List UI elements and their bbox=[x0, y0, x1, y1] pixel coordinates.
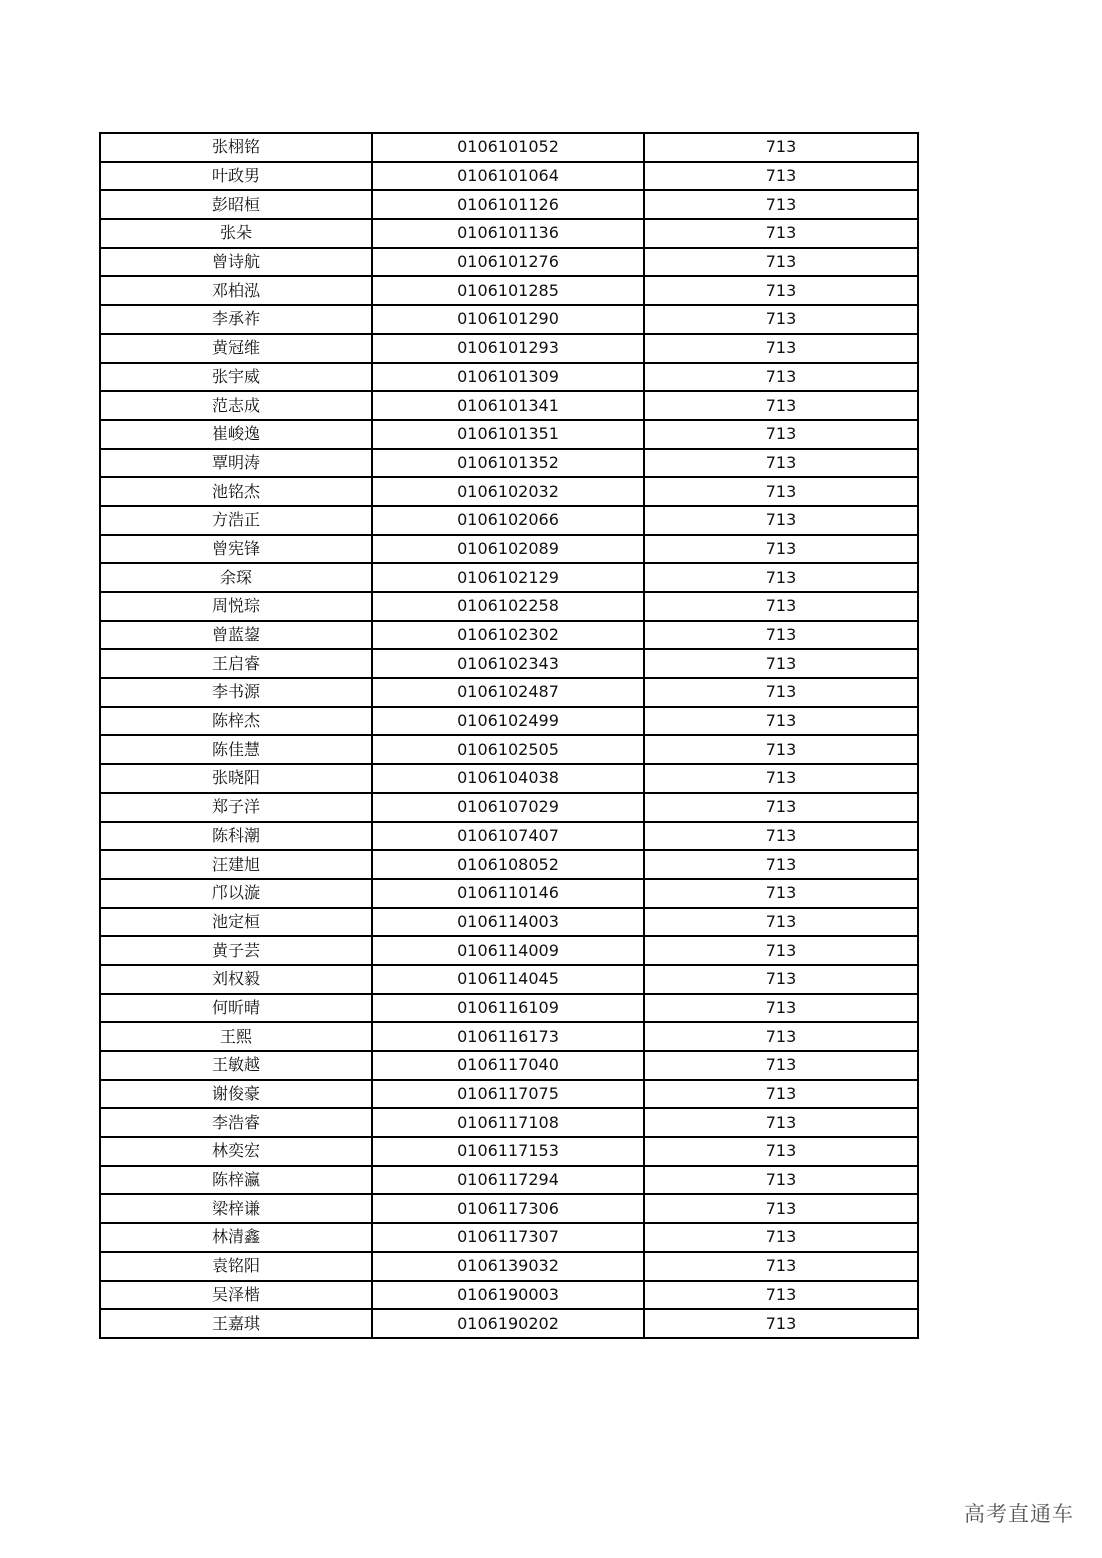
student-name-cell: 彭昭桓 bbox=[100, 190, 372, 219]
score-cell: 713 bbox=[644, 1108, 918, 1137]
score-cell: 713 bbox=[644, 1022, 918, 1051]
table-row bbox=[100, 276, 918, 305]
table-row bbox=[100, 850, 918, 879]
table-row bbox=[100, 621, 918, 650]
score-cell: 713 bbox=[644, 994, 918, 1023]
table-row bbox=[100, 391, 918, 420]
student-name-cell: 李书源 bbox=[100, 678, 372, 707]
score-cell: 713 bbox=[644, 1137, 918, 1166]
student-name-cell: 陈梓瀛 bbox=[100, 1166, 372, 1195]
table-body bbox=[100, 133, 918, 1338]
student-name-cell: 郑子洋 bbox=[100, 793, 372, 822]
exam-number-cell: 0106108052 bbox=[372, 850, 644, 879]
student-name-cell: 崔峻逸 bbox=[100, 420, 372, 449]
score-cell: 713 bbox=[644, 621, 918, 650]
exam-number-cell: 0106190003 bbox=[372, 1281, 644, 1310]
exam-number-cell: 0106114045 bbox=[372, 965, 644, 994]
student-name-cell: 谢俊豪 bbox=[100, 1080, 372, 1109]
table-row bbox=[100, 363, 918, 392]
exam-number-cell: 0106190202 bbox=[372, 1309, 644, 1338]
score-cell: 713 bbox=[644, 363, 918, 392]
student-name-cell: 邝以漩 bbox=[100, 879, 372, 908]
table-row bbox=[100, 162, 918, 191]
score-cell: 713 bbox=[644, 219, 918, 248]
table-row bbox=[100, 649, 918, 678]
table-row bbox=[100, 707, 918, 736]
exam-number-cell: 0106117307 bbox=[372, 1223, 644, 1252]
student-name-cell: 汪建旭 bbox=[100, 850, 372, 879]
student-name-cell: 黄冠维 bbox=[100, 334, 372, 363]
table-row bbox=[100, 678, 918, 707]
exam-number-cell: 0106117040 bbox=[372, 1051, 644, 1080]
student-name-cell: 周悦琮 bbox=[100, 592, 372, 621]
exam-number-cell: 0106101290 bbox=[372, 305, 644, 334]
table-row bbox=[100, 1166, 918, 1195]
exam-number-cell: 0106101136 bbox=[372, 219, 644, 248]
exam-number-cell: 0106116109 bbox=[372, 994, 644, 1023]
student-name-cell: 李浩睿 bbox=[100, 1108, 372, 1137]
score-cell: 713 bbox=[644, 592, 918, 621]
student-name-cell: 王启睿 bbox=[100, 649, 372, 678]
student-name-cell: 陈科潮 bbox=[100, 822, 372, 851]
score-cell: 713 bbox=[644, 879, 918, 908]
score-cell: 713 bbox=[644, 1166, 918, 1195]
table-row bbox=[100, 334, 918, 363]
exam-number-cell: 0106117108 bbox=[372, 1108, 644, 1137]
exam-number-cell: 0106110146 bbox=[372, 879, 644, 908]
table-row bbox=[100, 506, 918, 535]
student-name-cell: 曾宪锋 bbox=[100, 535, 372, 564]
table-row bbox=[100, 1137, 918, 1166]
student-name-cell: 梁梓谦 bbox=[100, 1194, 372, 1223]
table-row bbox=[100, 535, 918, 564]
score-cell: 713 bbox=[644, 190, 918, 219]
exam-number-cell: 0106101285 bbox=[372, 276, 644, 305]
student-name-cell: 何昕晴 bbox=[100, 994, 372, 1023]
score-cell: 713 bbox=[644, 735, 918, 764]
student-name-cell: 袁铭阳 bbox=[100, 1252, 372, 1281]
watermark: 高考直通车 bbox=[964, 1502, 1074, 1526]
score-cell: 713 bbox=[644, 133, 918, 162]
table-row bbox=[100, 420, 918, 449]
table-row bbox=[100, 793, 918, 822]
score-cell: 713 bbox=[644, 936, 918, 965]
exam-number-cell: 0106101052 bbox=[372, 133, 644, 162]
student-name-cell: 池定桓 bbox=[100, 908, 372, 937]
score-cell: 713 bbox=[644, 334, 918, 363]
student-name-cell: 方浩正 bbox=[100, 506, 372, 535]
exam-number-cell: 0106102487 bbox=[372, 678, 644, 707]
exam-number-cell: 0106102258 bbox=[372, 592, 644, 621]
table-row bbox=[100, 822, 918, 851]
table-row bbox=[100, 1080, 918, 1109]
table-row bbox=[100, 1194, 918, 1223]
score-table bbox=[99, 132, 919, 1339]
exam-number-cell: 0106101352 bbox=[372, 449, 644, 478]
exam-number-cell: 0106102129 bbox=[372, 563, 644, 592]
student-name-cell: 邓柏泓 bbox=[100, 276, 372, 305]
student-name-cell: 张栩铭 bbox=[100, 133, 372, 162]
score-cell: 713 bbox=[644, 678, 918, 707]
table-row bbox=[100, 305, 918, 334]
score-cell: 713 bbox=[644, 276, 918, 305]
score-cell: 713 bbox=[644, 1051, 918, 1080]
student-name-cell: 王敏越 bbox=[100, 1051, 372, 1080]
table-row bbox=[100, 248, 918, 277]
student-name-cell: 陈佳慧 bbox=[100, 735, 372, 764]
student-name-cell: 王熙 bbox=[100, 1022, 372, 1051]
exam-number-cell: 0106102343 bbox=[372, 649, 644, 678]
student-name-cell: 曾诗航 bbox=[100, 248, 372, 277]
score-cell: 713 bbox=[644, 477, 918, 506]
table-row bbox=[100, 735, 918, 764]
exam-number-cell: 0106117306 bbox=[372, 1194, 644, 1223]
score-cell: 713 bbox=[644, 449, 918, 478]
score-cell: 713 bbox=[644, 506, 918, 535]
table-row bbox=[100, 477, 918, 506]
score-cell: 713 bbox=[644, 764, 918, 793]
exam-number-cell: 0106101064 bbox=[372, 162, 644, 191]
score-cell: 713 bbox=[644, 162, 918, 191]
exam-number-cell: 0106102066 bbox=[372, 506, 644, 535]
score-cell: 713 bbox=[644, 1281, 918, 1310]
table-row bbox=[100, 1022, 918, 1051]
score-cell: 713 bbox=[644, 649, 918, 678]
table-row bbox=[100, 908, 918, 937]
exam-number-cell: 0106102499 bbox=[372, 707, 644, 736]
exam-number-cell: 0106101276 bbox=[372, 248, 644, 277]
student-name-cell: 覃明涛 bbox=[100, 449, 372, 478]
table-row bbox=[100, 1281, 918, 1310]
score-cell: 713 bbox=[644, 420, 918, 449]
table-row bbox=[100, 1108, 918, 1137]
score-cell: 713 bbox=[644, 822, 918, 851]
student-name-cell: 余琛 bbox=[100, 563, 372, 592]
score-cell: 713 bbox=[644, 248, 918, 277]
student-name-cell: 林奕宏 bbox=[100, 1137, 372, 1166]
exam-number-cell: 0106117153 bbox=[372, 1137, 644, 1166]
table-row bbox=[100, 965, 918, 994]
exam-number-cell: 0106116173 bbox=[372, 1022, 644, 1051]
exam-number-cell: 0106102505 bbox=[372, 735, 644, 764]
table-row bbox=[100, 879, 918, 908]
student-name-cell: 曾蓝鋆 bbox=[100, 621, 372, 650]
student-name-cell: 张宇威 bbox=[100, 363, 372, 392]
student-name-cell: 范志成 bbox=[100, 391, 372, 420]
table-row bbox=[100, 1051, 918, 1080]
exam-number-cell: 0106101293 bbox=[372, 334, 644, 363]
score-cell: 713 bbox=[644, 793, 918, 822]
table-row bbox=[100, 449, 918, 478]
exam-number-cell: 0106101351 bbox=[372, 420, 644, 449]
student-name-cell: 王嘉琪 bbox=[100, 1309, 372, 1338]
exam-number-cell: 0106102089 bbox=[372, 535, 644, 564]
exam-number-cell: 0106107029 bbox=[372, 793, 644, 822]
table-row bbox=[100, 133, 918, 162]
score-cell: 713 bbox=[644, 1223, 918, 1252]
exam-number-cell: 0106101341 bbox=[372, 391, 644, 420]
table-row bbox=[100, 219, 918, 248]
student-name-cell: 林清鑫 bbox=[100, 1223, 372, 1252]
student-name-cell: 李承祚 bbox=[100, 305, 372, 334]
exam-number-cell: 0106102032 bbox=[372, 477, 644, 506]
score-cell: 713 bbox=[644, 563, 918, 592]
score-cell: 713 bbox=[644, 908, 918, 937]
score-cell: 713 bbox=[644, 1194, 918, 1223]
exam-number-cell: 0106114003 bbox=[372, 908, 644, 937]
exam-number-cell: 0106102302 bbox=[372, 621, 644, 650]
table-row bbox=[100, 563, 918, 592]
score-cell: 713 bbox=[644, 1080, 918, 1109]
table-row bbox=[100, 994, 918, 1023]
exam-number-cell: 0106104038 bbox=[372, 764, 644, 793]
student-name-cell: 黄子芸 bbox=[100, 936, 372, 965]
student-name-cell: 张晓阳 bbox=[100, 764, 372, 793]
score-cell: 713 bbox=[644, 850, 918, 879]
exam-number-cell: 0106107407 bbox=[372, 822, 644, 851]
exam-number-cell: 0106117294 bbox=[372, 1166, 644, 1195]
exam-number-cell: 0106139032 bbox=[372, 1252, 644, 1281]
table-row bbox=[100, 1252, 918, 1281]
exam-number-cell: 0106101126 bbox=[372, 190, 644, 219]
exam-number-cell: 0106114009 bbox=[372, 936, 644, 965]
score-cell: 713 bbox=[644, 391, 918, 420]
score-cell: 713 bbox=[644, 535, 918, 564]
student-name-cell: 陈梓杰 bbox=[100, 707, 372, 736]
score-cell: 713 bbox=[644, 305, 918, 334]
table-row bbox=[100, 190, 918, 219]
score-cell: 713 bbox=[644, 1252, 918, 1281]
score-cell: 713 bbox=[644, 1309, 918, 1338]
student-name-cell: 吴泽楷 bbox=[100, 1281, 372, 1310]
table-row bbox=[100, 936, 918, 965]
table-row bbox=[100, 592, 918, 621]
student-name-cell: 池铭杰 bbox=[100, 477, 372, 506]
table-row bbox=[100, 1223, 918, 1252]
student-name-cell: 张朵 bbox=[100, 219, 372, 248]
table-row bbox=[100, 764, 918, 793]
exam-number-cell: 0106101309 bbox=[372, 363, 644, 392]
exam-number-cell: 0106117075 bbox=[372, 1080, 644, 1109]
student-name-cell: 叶政男 bbox=[100, 162, 372, 191]
student-name-cell: 刘权毅 bbox=[100, 965, 372, 994]
table-row bbox=[100, 1309, 918, 1338]
score-cell: 713 bbox=[644, 707, 918, 736]
score-cell: 713 bbox=[644, 965, 918, 994]
